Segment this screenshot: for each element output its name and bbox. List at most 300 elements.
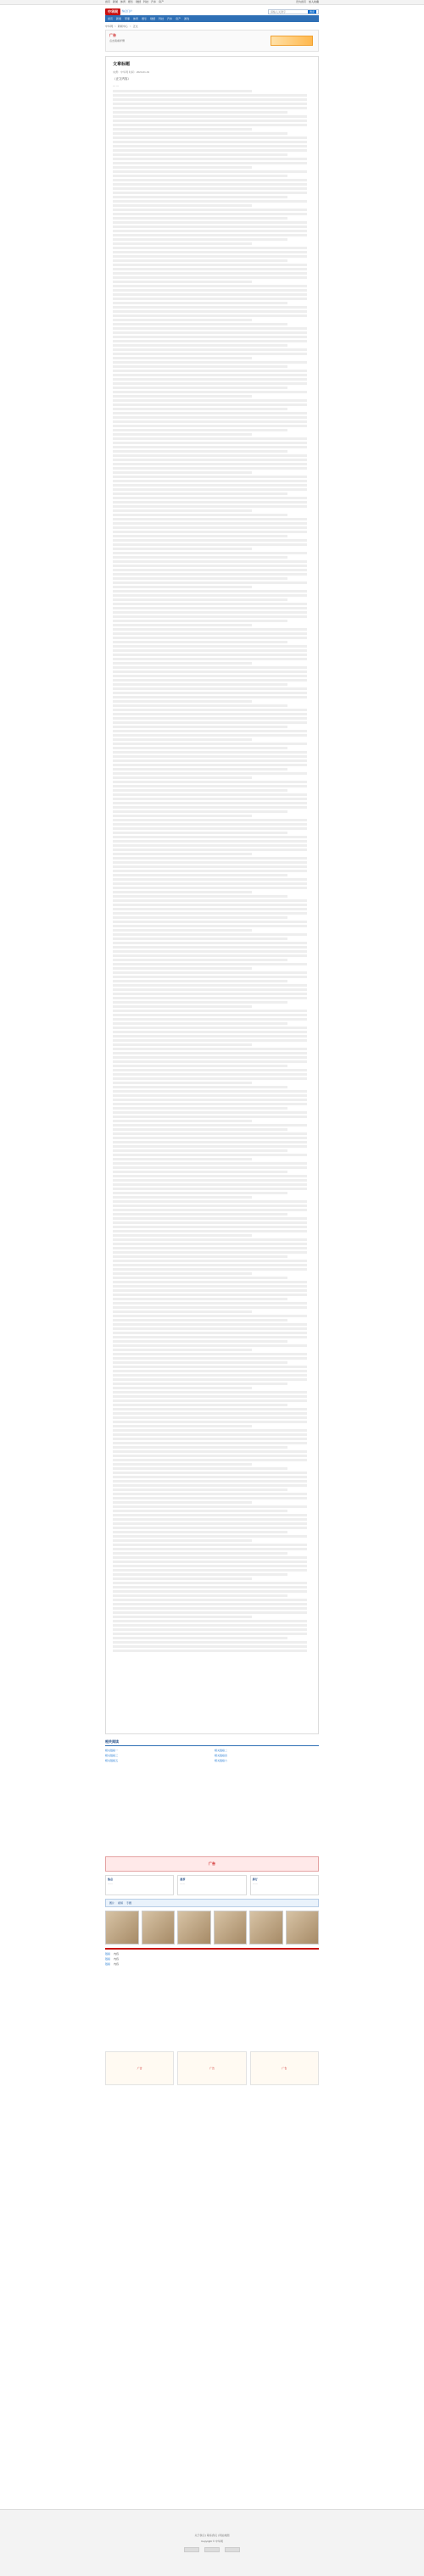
article-text-line xyxy=(113,497,307,499)
article-text-line xyxy=(113,331,307,334)
article-text-line xyxy=(113,641,287,643)
section-tab[interactable]: 专题 xyxy=(126,1900,132,1905)
menu-item[interactable]: 军事 xyxy=(125,16,131,20)
article-text-line xyxy=(113,1488,287,1491)
article-text-line xyxy=(113,437,307,440)
article-text-line xyxy=(113,785,307,787)
menu-item[interactable]: 汽车 xyxy=(167,16,173,20)
article-text-line xyxy=(113,565,307,567)
article-text-line xyxy=(113,1518,307,1521)
article-text-line xyxy=(113,1277,287,1279)
article-text-line xyxy=(113,1086,287,1088)
article-text-line xyxy=(113,679,307,682)
article-text-line xyxy=(113,374,307,376)
article-text-line xyxy=(113,1433,307,1436)
article-text-line xyxy=(113,1501,252,1504)
article-text-line xyxy=(113,899,307,902)
article-text-line xyxy=(113,1005,252,1008)
article-text-line xyxy=(113,340,307,342)
article-text-line xyxy=(113,1268,307,1271)
menu-item[interactable]: 娱乐 xyxy=(142,16,148,20)
article-text-line xyxy=(113,310,307,313)
article-text-lines xyxy=(113,90,311,1654)
breadcrumb-item[interactable]: 中华网 xyxy=(105,24,114,28)
article-text-line xyxy=(113,141,307,143)
article-text-line xyxy=(113,1090,307,1093)
article-text-line xyxy=(113,721,307,724)
article-text-line xyxy=(113,806,307,809)
article-text-line xyxy=(113,912,307,915)
article-text-line xyxy=(113,704,287,707)
article-text-line xyxy=(113,552,307,554)
related-link[interactable]: 相关链接六 xyxy=(215,1759,228,1763)
section-tab[interactable]: 视频 xyxy=(118,1900,124,1905)
article-text-line xyxy=(113,1374,307,1377)
article-text-line xyxy=(113,827,307,830)
article-text-line xyxy=(113,696,307,698)
article-text-line xyxy=(113,548,252,550)
article-text-line xyxy=(113,1205,307,1207)
article-text-line xyxy=(113,1472,307,1474)
article-text-line xyxy=(113,1416,307,1419)
article-text-line xyxy=(113,887,307,889)
article-text-line xyxy=(113,319,252,321)
article-text-line xyxy=(113,306,307,309)
article-text-line xyxy=(113,921,307,923)
article-text-line xyxy=(113,1446,287,1449)
article-text-line xyxy=(113,980,287,982)
article-text-line xyxy=(113,984,307,987)
article-text-line xyxy=(113,514,287,516)
article-text-line xyxy=(113,200,307,203)
article-text-line xyxy=(113,247,307,249)
article-text-line xyxy=(113,666,307,669)
footer-ad-card[interactable]: 广告 xyxy=(250,2051,319,2085)
article-text-line xyxy=(113,365,287,368)
topnav-item[interactable]: 财经 xyxy=(136,0,142,4)
article-text-line xyxy=(113,204,252,207)
article-text-line xyxy=(113,1183,307,1186)
menu-item[interactable]: 首页 xyxy=(108,16,114,20)
article-text-line xyxy=(113,738,252,741)
article-text-line xyxy=(113,1217,307,1220)
three-column-boxes xyxy=(105,1875,319,1895)
article-text-line xyxy=(113,692,307,694)
article-text-line xyxy=(113,1073,307,1076)
article-text-line xyxy=(113,1209,307,1211)
article-text-line xyxy=(113,1378,307,1381)
footer-badge-icon[interactable] xyxy=(225,2547,240,2552)
ad-image[interactable] xyxy=(271,36,313,46)
red-ad-banner[interactable]: 广告 xyxy=(105,1856,319,1872)
breadcrumb-separator: > xyxy=(129,24,131,28)
article-text-line xyxy=(113,815,252,817)
article-text-line xyxy=(113,840,307,843)
article-text-line xyxy=(113,615,307,618)
related-link[interactable]: 相关链接一 xyxy=(105,1749,119,1753)
article-text-line xyxy=(113,124,307,126)
footer-badge-icon[interactable] xyxy=(184,2547,199,2552)
article-text-line xyxy=(113,433,252,436)
section-tab[interactable]: 图片 xyxy=(109,1900,115,1905)
article-text-line xyxy=(113,594,307,597)
article-text-line xyxy=(113,1370,307,1372)
box xyxy=(250,1875,319,1895)
box-text: …… xyxy=(180,1882,186,1886)
article-text-line xyxy=(113,221,307,224)
article-text-line xyxy=(113,1010,307,1012)
article-text-line xyxy=(113,1171,287,1173)
article-text-line xyxy=(113,145,307,147)
article-text-line xyxy=(113,1149,287,1152)
menu-item[interactable]: 财经 xyxy=(150,16,156,20)
topnav-item[interactable]: 首页 xyxy=(105,0,111,4)
article-text-line xyxy=(113,120,307,122)
article-text-line xyxy=(113,628,307,631)
bottom-link[interactable]: 链接 xyxy=(105,1962,111,1967)
article-text-line xyxy=(113,1077,307,1080)
article-text-line xyxy=(113,882,307,885)
article-text-line xyxy=(113,1094,307,1097)
article-text-line xyxy=(113,463,307,465)
article-title: 文章标题 xyxy=(113,62,131,67)
article-text-line xyxy=(113,1031,307,1033)
article-text-line xyxy=(113,1510,287,1512)
article-text-line xyxy=(113,281,252,283)
bottom-link[interactable]: 链接 xyxy=(105,1957,111,1961)
set-homepage-link[interactable]: 设为首页 xyxy=(295,0,306,4)
article-text-line xyxy=(113,1099,307,1101)
topnav-item[interactable]: 房产 xyxy=(159,0,165,4)
article-text-line xyxy=(113,1645,307,1648)
article-text-line xyxy=(113,611,307,614)
article-text-line xyxy=(113,526,307,529)
footer-badge-icon[interactable] xyxy=(204,2547,220,2552)
box-text: …… xyxy=(252,1882,258,1886)
article-text-line xyxy=(113,1387,252,1389)
main-menu xyxy=(105,15,319,22)
article-text-line xyxy=(113,573,307,576)
photo-thumbnail[interactable] xyxy=(214,1911,248,1945)
article-text-line xyxy=(113,802,307,804)
article-text-line xyxy=(113,107,307,109)
breadcrumb-item[interactable]: 新闻中心 xyxy=(117,24,128,28)
article-text-line xyxy=(113,658,307,660)
article-text-line xyxy=(113,425,307,427)
site-subtitle: 综合门户 xyxy=(122,9,133,13)
menu-item[interactable]: 体育 xyxy=(133,16,139,20)
article-text-line xyxy=(113,1611,307,1614)
footer-ad-card[interactable]: 广告 xyxy=(177,2051,246,2085)
article-text-line xyxy=(113,1251,307,1254)
article-text-line xyxy=(113,1014,307,1016)
article-text-line xyxy=(113,268,307,270)
article-text-line xyxy=(113,781,307,783)
article-text-line xyxy=(113,603,307,605)
article-text-line xyxy=(113,166,252,169)
article-text-line xyxy=(113,111,287,114)
article-text-line xyxy=(113,1027,307,1029)
article-text-line xyxy=(113,874,287,876)
article-text-line xyxy=(113,1310,252,1313)
article-text-line xyxy=(113,1544,307,1546)
article-text-line xyxy=(113,632,307,635)
article-text-line xyxy=(113,976,307,978)
article-text-line xyxy=(113,1391,307,1394)
article-text-line xyxy=(113,1531,287,1533)
article-text-line xyxy=(113,192,307,194)
article-text-line xyxy=(113,298,307,300)
article-text-line xyxy=(113,1366,307,1368)
article-text-line xyxy=(113,1594,287,1597)
article-text-line xyxy=(113,1154,307,1156)
article-text-line xyxy=(113,1226,307,1228)
article-text-line xyxy=(113,1569,307,1572)
article-text-line xyxy=(113,560,307,563)
topnav-item[interactable]: 汽车 xyxy=(151,0,157,4)
article-text-line xyxy=(113,476,307,478)
article-text-line xyxy=(113,904,307,906)
photo-thumbnail[interactable] xyxy=(177,1911,211,1945)
article-text-line xyxy=(113,556,287,559)
article-text-line xyxy=(113,1349,252,1351)
article-text-line xyxy=(113,1607,307,1610)
topnav-item[interactable]: 娱乐 xyxy=(128,0,134,4)
top-ad-banner[interactable] xyxy=(105,30,319,52)
article-text-line xyxy=(113,734,307,737)
article-text-line xyxy=(113,1141,307,1143)
article-text-line xyxy=(113,1001,287,1004)
article-text-line xyxy=(113,1188,307,1190)
topnav-item[interactable]: 科技 xyxy=(143,0,149,4)
article-text-line xyxy=(113,471,252,474)
related-link[interactable]: 相关链接五 xyxy=(105,1759,119,1763)
article-text-line xyxy=(113,1476,307,1478)
breadcrumb xyxy=(105,24,319,29)
article-text-line xyxy=(113,1137,307,1139)
article-text-line xyxy=(113,755,307,758)
related-header: 相关阅读 xyxy=(105,1738,319,1746)
bottom-row xyxy=(105,1957,319,1961)
section-tabs xyxy=(105,1899,319,1907)
article-text-line xyxy=(113,946,307,949)
article-text-line xyxy=(113,1048,307,1050)
search-input[interactable]: 请输入关键字 xyxy=(271,9,287,14)
article-text-line xyxy=(113,916,287,919)
article-text-line xyxy=(113,1107,287,1110)
article-text-line xyxy=(113,459,307,461)
article-text-line xyxy=(113,726,287,728)
topnav-item[interactable]: 体育 xyxy=(120,0,126,4)
article-text-line xyxy=(113,1624,307,1627)
article-text-line xyxy=(113,776,252,779)
menu-item[interactable]: 新闻 xyxy=(116,16,122,20)
article-text-line xyxy=(113,1323,307,1326)
article-text-line xyxy=(113,403,307,406)
box-title: 推荐 xyxy=(180,1878,186,1881)
box-text: …… xyxy=(108,1882,113,1886)
footer-copyright: Copyright © 中华网 xyxy=(201,2539,223,2543)
article-text-line xyxy=(113,700,252,703)
article-text-line xyxy=(113,861,307,864)
related-link[interactable]: 相关链接三 xyxy=(105,1754,119,1758)
article-text-line xyxy=(113,1289,307,1292)
article-text-line xyxy=(113,1056,307,1059)
menu-item[interactable]: 游戏 xyxy=(184,16,190,20)
article-text-line xyxy=(113,238,287,241)
article-text-line xyxy=(113,94,307,97)
article-text-line xyxy=(113,293,307,296)
article-text-line xyxy=(113,1192,287,1194)
article-text-line xyxy=(113,149,307,152)
article-text-line xyxy=(113,1060,307,1063)
bottom-text: 内容 xyxy=(114,1962,120,1967)
box-title: 排行 xyxy=(252,1878,258,1881)
article-text-line xyxy=(113,1633,307,1635)
article-text-line xyxy=(113,272,307,275)
article-text-line xyxy=(113,1620,307,1622)
article-text-line xyxy=(113,420,307,423)
article-text-line xyxy=(113,1196,252,1199)
article-text-line xyxy=(113,1327,307,1330)
search-box xyxy=(268,9,319,14)
article-text-line xyxy=(113,997,307,999)
article-text-line xyxy=(113,501,307,504)
article-text-line xyxy=(113,1455,307,1457)
article-text-line xyxy=(113,853,252,855)
article-text-line xyxy=(113,1480,307,1483)
article-text-line xyxy=(113,759,307,762)
article-text-line xyxy=(113,645,307,648)
article-text-line xyxy=(113,1111,307,1114)
related-link[interactable]: 相关链接二 xyxy=(215,1749,228,1753)
article-text-line xyxy=(113,196,287,198)
article-text-line xyxy=(113,1294,307,1296)
article-text-line xyxy=(113,285,307,287)
article-text-line xyxy=(113,1425,252,1427)
photo-thumbnail[interactable] xyxy=(105,1911,139,1945)
article-text-line xyxy=(113,1467,287,1470)
article-text-line xyxy=(113,1429,307,1432)
article-text-line xyxy=(113,1421,307,1423)
article-text-line xyxy=(113,1166,307,1169)
article-text-line xyxy=(113,492,287,495)
ad-title: 广告 xyxy=(109,33,116,37)
article-text-line xyxy=(113,209,307,211)
article-text-line xyxy=(113,187,307,190)
article-text-line xyxy=(113,730,307,732)
article-text-line xyxy=(113,259,287,262)
article-paragraph: …… xyxy=(113,83,119,87)
article-text-line xyxy=(113,314,307,317)
article-text-line xyxy=(113,391,307,393)
add-favorite-link[interactable]: 加入收藏 xyxy=(308,0,319,4)
article-text-line xyxy=(113,1298,287,1300)
site-logo[interactable]: 中华网 xyxy=(105,8,120,15)
article-text-line xyxy=(113,395,252,398)
article-text-line xyxy=(113,1522,307,1525)
article-text-line xyxy=(113,1344,307,1347)
related-link[interactable]: 相关链接四 xyxy=(215,1754,228,1758)
article-text-line xyxy=(113,959,287,961)
breadcrumb-separator: > xyxy=(114,24,116,28)
article-text-line xyxy=(113,929,252,932)
article-text-line xyxy=(113,1412,307,1415)
article-text-line xyxy=(113,1527,307,1529)
article-text-line xyxy=(113,675,307,677)
article-text-line xyxy=(113,1497,307,1499)
article-text-line xyxy=(113,242,252,245)
menu-item[interactable]: 房产 xyxy=(176,16,181,20)
bottom-link[interactable]: 链接 xyxy=(105,1952,111,1956)
article-text-line xyxy=(113,136,307,139)
article-text-line xyxy=(113,1022,287,1025)
article-text-line xyxy=(113,743,307,745)
article-text-line xyxy=(113,772,307,775)
article-text-line xyxy=(113,509,252,512)
article-text-line xyxy=(113,908,307,910)
bottom-text: 内容 xyxy=(114,1957,120,1961)
article-text-line xyxy=(113,624,252,626)
article-text-line xyxy=(113,1586,307,1588)
article-text-line xyxy=(113,1255,287,1258)
article-text-line xyxy=(113,1124,307,1127)
photo-thumbnail[interactable] xyxy=(142,1911,176,1945)
article-text-line xyxy=(113,539,307,542)
article-text-line xyxy=(113,607,307,609)
footer-ad-card[interactable]: 广告 xyxy=(105,2051,174,2085)
article-text-line xyxy=(113,891,252,893)
article-text-line xyxy=(113,1438,307,1440)
article-text-line xyxy=(113,1281,307,1283)
article-text-line xyxy=(113,993,307,995)
article-text-line xyxy=(113,1175,307,1177)
article-text-line xyxy=(113,158,307,160)
article-text-line xyxy=(113,1264,307,1266)
article-text-line xyxy=(113,1069,307,1071)
article-text-line xyxy=(113,1599,307,1601)
article-text-line xyxy=(113,1043,252,1046)
topnav-item[interactable]: 新闻 xyxy=(113,0,119,4)
site-footer xyxy=(0,2509,424,2576)
photo-thumbnail[interactable] xyxy=(249,1911,283,1945)
article-text-line xyxy=(113,230,307,232)
article-text-line xyxy=(113,234,307,236)
article-text-line xyxy=(113,153,287,156)
article-text-line xyxy=(113,581,307,584)
bottom-row xyxy=(105,1962,319,1966)
article-text-line xyxy=(113,1395,307,1398)
article-text-line xyxy=(113,327,307,330)
photo-thumbnail[interactable] xyxy=(286,1911,320,1945)
footer-links[interactable]: 关于我们 | 联系我们 | 网站地图 xyxy=(194,2534,230,2538)
article-text-line xyxy=(113,1247,307,1249)
article-text-line xyxy=(113,408,287,410)
article-text-line xyxy=(113,649,307,652)
article-text-line xyxy=(113,577,287,580)
article-text-line xyxy=(113,1573,287,1576)
article-text-line xyxy=(113,264,307,266)
article-text-line xyxy=(113,1628,307,1631)
article-text-line xyxy=(113,429,287,431)
article-text-line xyxy=(113,217,287,220)
article-text-line xyxy=(113,1018,307,1021)
article-text-line xyxy=(113,933,307,936)
article-text-line xyxy=(113,1145,307,1148)
search-button[interactable]: 搜索 xyxy=(309,9,315,14)
article-text-line xyxy=(113,1361,287,1364)
menu-item[interactable]: 科技 xyxy=(159,16,165,20)
